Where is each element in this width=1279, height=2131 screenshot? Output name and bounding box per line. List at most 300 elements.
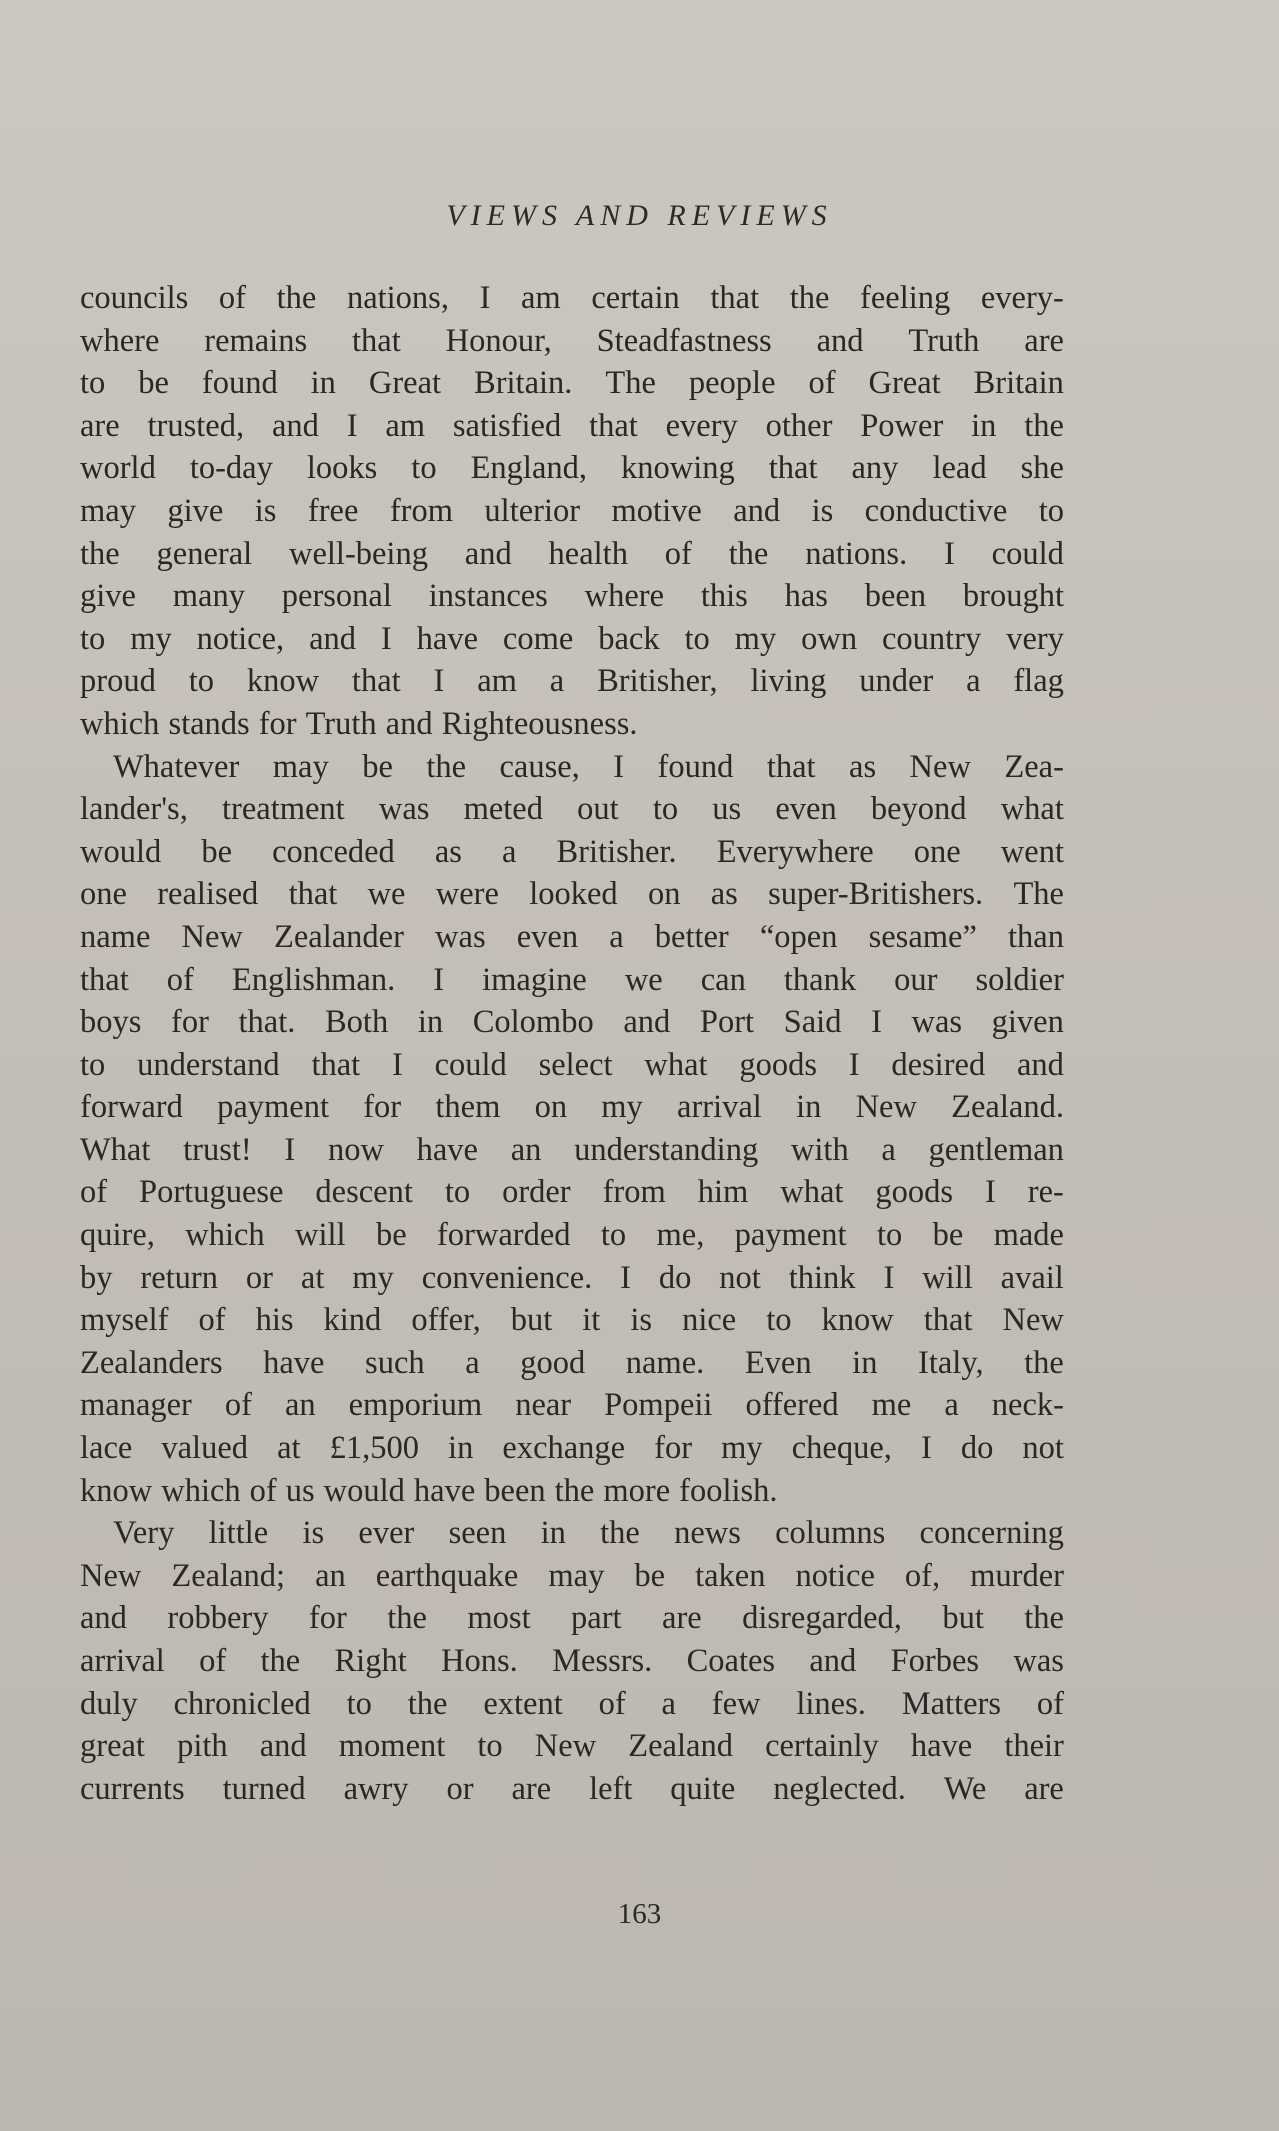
word: ever	[358, 1515, 415, 1552]
word: beyond	[870, 791, 967, 828]
word: know	[80, 1472, 153, 1509]
text-line	[80, 1299, 1064, 1342]
word: Zealander	[274, 918, 404, 955]
word: forward	[80, 1089, 183, 1126]
word: but	[942, 1600, 984, 1637]
word: of	[808, 365, 836, 402]
word: than	[1008, 918, 1064, 955]
word: that	[923, 1302, 973, 1339]
word: nations,	[346, 280, 449, 316]
word: the	[276, 280, 317, 316]
word: and	[816, 322, 864, 359]
word: and	[1017, 1046, 1064, 1083]
word: do	[658, 1259, 692, 1296]
word: good	[520, 1344, 586, 1381]
word: realised	[157, 876, 259, 913]
word: of	[1036, 1685, 1064, 1722]
word: desired	[891, 1046, 986, 1083]
word: kind	[323, 1302, 382, 1339]
word: been	[484, 1472, 546, 1509]
word: the	[1024, 1600, 1064, 1637]
word: to	[876, 1217, 903, 1254]
word: any	[851, 450, 899, 487]
running-title: VIEWS AND REVIEWS	[446, 199, 833, 232]
word: and	[464, 535, 512, 572]
word: to	[80, 620, 106, 657]
word: motive	[611, 492, 702, 529]
word: exchange	[502, 1430, 626, 1467]
word: be	[375, 1217, 407, 1254]
word: in	[971, 407, 997, 444]
word: and	[80, 1600, 127, 1637]
word: that	[351, 663, 401, 700]
word: that.	[238, 1004, 296, 1041]
word: on	[647, 876, 681, 913]
word: know	[246, 663, 320, 700]
word: Britisher,	[597, 663, 718, 700]
word: it	[582, 1302, 601, 1339]
text-line	[80, 959, 1064, 1002]
word: valued	[161, 1430, 249, 1467]
word: to	[346, 1685, 372, 1722]
word: and	[623, 1004, 671, 1041]
word: a	[465, 1344, 480, 1381]
word: would	[323, 1472, 405, 1509]
word: will	[922, 1259, 973, 1296]
word: at	[277, 1430, 301, 1467]
word: the	[554, 1472, 595, 1509]
word: by	[80, 1259, 113, 1296]
word: turned	[222, 1770, 306, 1807]
word: me,	[656, 1217, 705, 1254]
word: even	[516, 918, 579, 955]
text-line	[80, 873, 1064, 916]
word: that	[288, 876, 338, 913]
word: in	[852, 1344, 878, 1381]
text-line	[80, 1512, 1064, 1555]
word: news	[674, 1515, 741, 1552]
word: Britain.	[474, 365, 573, 402]
word: What	[80, 1131, 151, 1168]
text-line	[80, 533, 1064, 576]
word: I	[848, 1046, 860, 1083]
word: duly	[80, 1685, 138, 1722]
word: to	[444, 1174, 471, 1211]
word: Matters	[901, 1685, 1001, 1722]
word: I	[284, 1131, 296, 1168]
word: goods	[739, 1046, 817, 1083]
word: not	[719, 1259, 761, 1296]
word: arrival	[80, 1643, 165, 1679]
word: satisfied	[452, 407, 562, 444]
word: payment	[734, 1217, 847, 1254]
word: every-	[980, 280, 1064, 316]
word: will	[295, 1217, 346, 1254]
word: the	[426, 748, 467, 785]
word: that	[768, 450, 818, 487]
word: world	[80, 450, 156, 487]
word: of	[249, 1472, 277, 1509]
word: imagine	[482, 961, 587, 998]
word: certain	[591, 280, 680, 316]
word: this	[700, 578, 748, 615]
word: be	[362, 748, 393, 785]
word: own	[801, 620, 858, 657]
text-line	[80, 320, 1064, 363]
word: I	[944, 535, 955, 572]
word: be	[932, 1217, 964, 1254]
text-line	[80, 788, 1064, 831]
word: was	[435, 918, 486, 955]
word: more	[603, 1472, 671, 1509]
word: found	[657, 748, 734, 785]
word: I	[433, 663, 445, 700]
word: for	[363, 1089, 402, 1126]
word: are	[80, 407, 120, 444]
word: their	[1004, 1728, 1064, 1765]
word: a	[881, 1131, 896, 1168]
text-line	[80, 1214, 1064, 1257]
word: trusted,	[147, 407, 245, 444]
word: for	[308, 1600, 347, 1637]
word: my	[734, 620, 777, 657]
word: Coates	[686, 1643, 776, 1679]
word: but	[510, 1302, 553, 1339]
word: awry	[343, 1770, 409, 1807]
word: a	[549, 663, 565, 700]
word: went	[1000, 833, 1064, 870]
word: of	[80, 1174, 108, 1211]
text-line	[80, 1640, 1064, 1683]
word: better	[654, 918, 729, 955]
text-line	[80, 618, 1064, 661]
word: are	[511, 1770, 552, 1807]
word: know	[821, 1302, 894, 1339]
word: I	[380, 620, 392, 657]
word: Portuguese	[139, 1174, 284, 1211]
word: to	[80, 1046, 106, 1083]
word: avail	[1000, 1259, 1064, 1296]
word: is	[811, 492, 834, 529]
word: a	[502, 833, 517, 870]
word: columns	[775, 1515, 886, 1552]
word: what	[780, 1174, 844, 1211]
word: I	[433, 961, 445, 998]
word: I	[920, 1430, 932, 1467]
word: are	[1024, 1770, 1064, 1807]
word: that	[589, 407, 638, 444]
word: moment	[338, 1728, 446, 1765]
word: from	[389, 492, 453, 529]
word: offer,	[411, 1302, 481, 1339]
word: may	[272, 748, 329, 785]
word: near	[515, 1387, 572, 1424]
word: even	[775, 791, 837, 828]
word: in	[417, 1004, 444, 1041]
word: concerning	[919, 1515, 1064, 1552]
word: I	[346, 407, 358, 444]
text-line	[80, 1384, 1064, 1427]
word: boys	[80, 1004, 142, 1041]
word: lines.	[796, 1685, 866, 1722]
word: me	[871, 1387, 912, 1424]
word: of,	[904, 1557, 941, 1594]
word: quire,	[80, 1217, 155, 1254]
word: proud	[80, 663, 156, 700]
word: Great	[868, 365, 941, 402]
word: give	[167, 492, 224, 529]
word: descent	[315, 1174, 413, 1211]
word: to	[766, 1302, 792, 1339]
word: Britain	[973, 365, 1064, 402]
word: that	[311, 1046, 361, 1083]
word: select	[538, 1046, 613, 1083]
word: the	[1024, 1344, 1064, 1381]
text-line	[80, 1683, 1064, 1726]
word: of	[166, 961, 194, 998]
text-line	[80, 1001, 1064, 1044]
word: very	[1006, 620, 1064, 657]
word: I	[871, 1004, 882, 1041]
word: to	[684, 620, 710, 657]
word: Everywhere	[716, 833, 874, 870]
word: We	[943, 1770, 987, 1807]
word: that	[80, 961, 129, 998]
word: on	[534, 1089, 568, 1126]
word: The	[1013, 876, 1064, 913]
word: which	[185, 1217, 265, 1254]
word: foolish.	[679, 1472, 778, 1509]
word: as	[849, 748, 877, 785]
word: the	[600, 1515, 640, 1552]
word: the	[1024, 407, 1064, 444]
word: or	[446, 1770, 474, 1807]
word: for	[258, 705, 297, 742]
word: re-	[1027, 1174, 1064, 1211]
word: to	[80, 365, 106, 402]
word: health	[548, 535, 628, 572]
word: understanding	[574, 1131, 759, 1168]
word: and	[309, 620, 357, 657]
word: lead	[932, 450, 987, 487]
word: we	[367, 876, 406, 913]
word: my	[601, 1089, 643, 1126]
text-line	[80, 447, 1064, 490]
word: the	[387, 1600, 427, 1637]
word: to	[1038, 492, 1064, 529]
word: New	[80, 1557, 142, 1594]
text-line	[80, 831, 1064, 874]
word: is	[630, 1302, 653, 1339]
word: Zealand;	[171, 1557, 286, 1594]
word: as	[710, 876, 738, 913]
word: are	[1024, 322, 1064, 359]
word: Englishman.	[231, 961, 396, 998]
word: New	[1002, 1302, 1064, 1339]
word: I	[620, 1259, 631, 1296]
word: an	[510, 1131, 542, 1168]
word: and	[809, 1643, 857, 1679]
word: Very	[113, 1515, 175, 1552]
word: have	[416, 620, 479, 657]
word: New	[534, 1728, 597, 1765]
word: other	[765, 407, 833, 444]
word: now	[327, 1131, 384, 1168]
text-line	[80, 277, 1064, 320]
word: arrival	[677, 1089, 762, 1126]
word: remains	[204, 322, 308, 359]
word: of	[218, 280, 246, 316]
word: cheque,	[791, 1430, 892, 1467]
text-line	[80, 703, 1064, 746]
word: that	[710, 280, 760, 316]
word: I	[985, 1174, 996, 1211]
word: my	[352, 1259, 394, 1296]
word: part	[571, 1600, 622, 1637]
word: Italy,	[918, 1344, 984, 1381]
word: such	[365, 1344, 425, 1381]
word: manager	[80, 1387, 192, 1424]
word: the	[407, 1685, 448, 1722]
word: or	[245, 1259, 273, 1296]
word: a	[966, 663, 981, 700]
word: one	[913, 833, 961, 870]
word: where	[80, 322, 160, 359]
word: as	[434, 833, 462, 870]
word: that	[766, 748, 816, 785]
word: New	[909, 748, 971, 785]
word: him	[697, 1174, 749, 1211]
word: name.	[625, 1344, 705, 1381]
word: our	[894, 961, 938, 998]
word: come	[502, 620, 574, 657]
word: Colombo	[472, 1004, 594, 1041]
text-line	[80, 1044, 1064, 1087]
word: pith	[177, 1728, 228, 1765]
word: and	[385, 705, 433, 742]
text-line	[80, 362, 1064, 405]
word: currents	[80, 1770, 185, 1807]
word: been	[864, 578, 927, 615]
word: emporium	[348, 1387, 483, 1424]
word: the	[260, 1643, 301, 1679]
word: to	[477, 1728, 503, 1765]
page-number: 163	[617, 1898, 662, 1930]
word: chronicled	[173, 1685, 311, 1722]
word: from	[602, 1174, 666, 1211]
word: what	[644, 1046, 708, 1083]
word: she	[1020, 450, 1064, 487]
word: extent	[483, 1685, 563, 1722]
word: £1,500	[329, 1430, 419, 1467]
word: most	[467, 1600, 531, 1637]
word: little	[208, 1515, 269, 1552]
word: am	[521, 280, 561, 316]
word: Whatever	[113, 748, 240, 785]
word: would	[80, 833, 162, 870]
word: one	[80, 876, 127, 913]
word: every	[665, 407, 738, 444]
word: be	[201, 833, 233, 870]
word: I	[479, 280, 491, 316]
word: trust!	[183, 1131, 252, 1168]
text-line	[80, 1768, 1064, 1811]
text-line	[80, 575, 1064, 618]
word: looked	[529, 876, 618, 913]
word: Righteousness.	[441, 705, 638, 742]
text-line	[80, 1171, 1064, 1214]
word: left	[589, 1770, 633, 1807]
word: forwarded	[436, 1217, 571, 1254]
text-line	[80, 1597, 1064, 1640]
word: I	[391, 1046, 403, 1083]
text-line	[80, 1086, 1064, 1129]
word: nations.	[805, 535, 908, 572]
word: lace	[80, 1430, 133, 1467]
word: which	[161, 1472, 241, 1509]
word: return	[140, 1259, 219, 1296]
word: free	[307, 492, 359, 529]
word: I	[613, 748, 625, 785]
word: at	[300, 1259, 325, 1296]
word: to	[411, 450, 437, 487]
word: Pompeii	[604, 1387, 713, 1424]
word: looks	[306, 450, 378, 487]
word: Power	[860, 407, 944, 444]
word: am	[385, 407, 426, 444]
text-line	[80, 660, 1064, 703]
word: the	[789, 280, 830, 316]
word: and	[271, 407, 319, 444]
word: taken	[695, 1557, 766, 1594]
word: Even	[744, 1344, 812, 1381]
word: The	[605, 365, 656, 402]
word: order	[502, 1174, 571, 1211]
word: were	[435, 876, 499, 913]
word: meted	[463, 791, 543, 828]
word: quite	[670, 1770, 736, 1807]
word: ulterior	[484, 492, 581, 529]
word: we	[624, 961, 663, 998]
word: for	[171, 1004, 209, 1041]
word: back	[598, 620, 660, 657]
word: Great	[368, 365, 442, 402]
word: given	[991, 1004, 1064, 1041]
word: notice	[795, 1557, 875, 1594]
text-line	[80, 1257, 1064, 1300]
word: nice	[682, 1302, 737, 1339]
word: a	[661, 1685, 676, 1722]
word: is	[302, 1515, 325, 1552]
word: Honour,	[445, 322, 552, 359]
word: is	[254, 492, 277, 529]
word: the	[80, 535, 120, 572]
word: cause,	[499, 748, 580, 785]
word: could	[991, 535, 1064, 572]
word: of	[598, 1685, 626, 1722]
word: that	[352, 322, 401, 359]
word: think	[788, 1259, 856, 1296]
word: great	[80, 1728, 145, 1765]
word: in	[448, 1430, 474, 1467]
word: convenience.	[421, 1259, 593, 1296]
word: general	[156, 535, 253, 572]
word: Zea-	[1004, 748, 1064, 785]
word: in	[540, 1515, 566, 1552]
word: his	[255, 1302, 294, 1339]
word: country	[882, 620, 982, 657]
word: may	[548, 1557, 605, 1594]
